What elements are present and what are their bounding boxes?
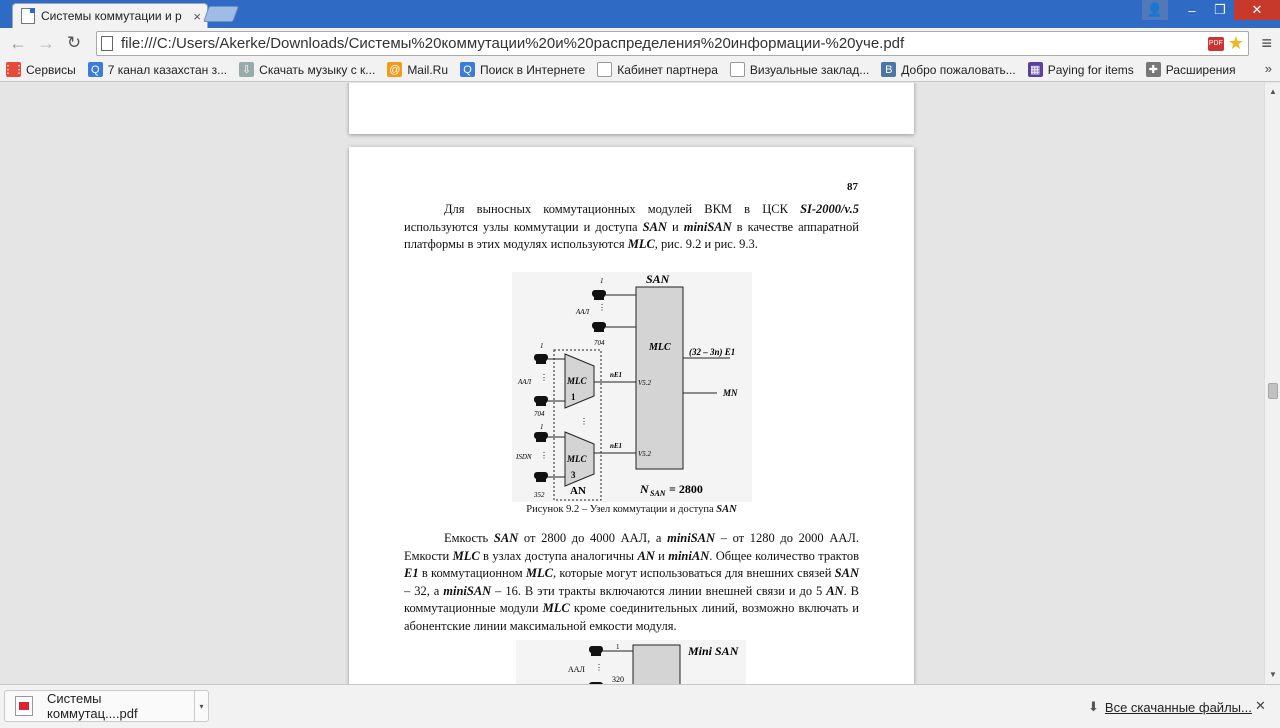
ne1-label-b: nE1 [610,442,623,450]
san-diagram-svg [512,272,752,502]
minisan-label-320: 320 [612,675,624,684]
paragraph-1 [404,201,859,254]
text-run: Для выносных коммутационных модулей ВКМ в ЦСК [444,202,801,216]
n-san-value: = 2800 [669,482,703,496]
scroll-down-arrow-icon[interactable]: ▼ [1269,670,1277,679]
url-text[interactable]: file:///C:/Users/Akerke/Downloads/Системы%20коммутации%20и%20распределения%20информации-%20уче.pdf [121,35,905,52]
emphasis-text: MLC [525,566,553,581]
figure-minisan-diagram [516,640,746,684]
back-button[interactable]: ← [9,32,27,53]
page-icon [597,62,612,77]
bookmark-label: Paying for items [1047,62,1134,77]
bookmark-item[interactable] [2,62,76,77]
label-352: 352 [534,491,545,499]
bookmarks-bar [0,58,1280,82]
emphasis-text: SAN [642,219,667,234]
text-run: кроме соединительных линий, возможно включать и абонентские линии максимальной емкости модуля. [404,601,859,633]
label-704-top: 704 [594,339,605,347]
bookmark-label: Кабинет партнера [617,62,718,77]
v52-label-b: V5.2 [638,450,652,458]
minisan-diagram-svg [516,640,746,684]
new-tab-button[interactable] [203,6,239,22]
emphasis-text: SI-2000/v.5 [800,202,859,216]
tab-title: Системы коммутации и р [41,9,182,23]
mlc1-number: 1 [571,392,576,402]
bookmark-label: Скачать музыку с к... [259,62,376,77]
bookmarks-overflow-icon[interactable]: » [1264,61,1272,76]
svg-text:⋮: ⋮ [540,451,548,460]
page-icon [730,62,745,77]
search-icon: Q [460,62,475,77]
mlc1-label: MLC [567,376,587,386]
bookmark-item[interactable] [1146,62,1236,77]
vertical-scrollbar[interactable] [1264,83,1280,684]
text-run: в коммутационном [418,566,526,581]
download-icon: ⇩ [239,62,254,77]
label-1-low: 1 [540,423,544,431]
phone-icon [534,432,548,442]
maximize-button[interactable]: ❐ [1214,2,1226,17]
browser-toolbar [0,28,1280,58]
emphasis-text: SAN [493,531,519,545]
emphasis-text: AN [826,583,844,598]
bookmark-item[interactable] [730,62,869,77]
phone-icon [592,290,606,300]
text-run: используются узлы коммутации и доступа [404,219,643,234]
emphasis-text: MLC [627,237,655,252]
emphasis-text: E1 [404,566,419,581]
scroll-up-arrow-icon[interactable]: ▲ [1269,87,1277,96]
emphasis-text: miniSAN [683,219,732,234]
mn-label: MN [723,388,738,398]
mlc3-number: 3 [571,470,576,480]
bookmark-item[interactable] [1028,62,1134,77]
aal-top-label: ААЛ [576,308,590,316]
text-run: от 2800 до 4000 ААЛ, а [518,531,668,545]
figure-caption [404,504,859,515]
close-icon[interactable]: ✕ [1255,698,1266,713]
mailru-icon: @ [389,63,401,76]
vk-icon: B [881,62,896,77]
label-704-mid: 704 [534,410,545,418]
svg-text:⋮: ⋮ [595,663,603,672]
page-icon [101,36,113,51]
san-label: SAN [646,272,670,286]
bookmark-label: Визуальные заклад... [749,62,870,77]
bookmark-label: 7 канал казахстан з... [107,62,228,77]
search-icon: Q [88,62,103,77]
text-run: , рис. 9.2 и рис. 9.3. [654,237,758,252]
pdf-page [349,147,914,684]
svg-text:⋮: ⋮ [580,417,588,426]
text-run: Емкость [444,531,494,545]
bookmark-item[interactable] [387,62,448,77]
browser-tab[interactable] [12,3,208,28]
pdf-viewer[interactable] [0,83,1264,684]
shop-icon: ▦ [1028,62,1043,77]
phone-icon [534,472,548,482]
page-number: 87 [847,181,858,193]
bookmark-label: Сервисы [26,62,76,77]
window-controls [1142,0,1280,20]
figure-san-diagram [512,272,752,502]
aal-mid-label: ААЛ [518,378,532,386]
emphasis-text: MLC [452,548,480,563]
text-run: – от 1280 до 2000 ААЛ. Емкости [404,531,859,563]
bookmark-star-icon[interactable]: ★ [1227,33,1244,53]
text-run: – 16. В эти тракты включаются линии внешней связи и до 5 [491,583,827,598]
download-file-name[interactable]: Системы коммутац....pdf [47,691,138,721]
phone-icon [589,646,603,656]
emphasis-text: MLC [542,601,570,616]
download-shelf [0,684,1280,728]
minimize-button[interactable]: – [1188,2,1196,18]
emphasis-text: SAN [716,504,737,515]
text-run: . В коммутационные модули [404,583,859,616]
svg-text:⋮: ⋮ [540,373,548,382]
san-box [636,287,683,469]
forward-button[interactable]: → [37,32,55,53]
tab-close-icon[interactable]: × [193,8,201,24]
text-run: – 32, а [404,583,444,598]
bookmark-label: Добро пожаловать... [901,62,1016,77]
paragraph-2 [404,530,859,636]
download-arrow-icon: ⬇ [1088,699,1099,714]
scrollbar-thumb[interactable] [1268,383,1278,399]
emphasis-text: AN [637,548,655,563]
bookmark-item[interactable] [239,62,375,77]
puzzle-icon: ✚ [1146,62,1161,77]
v52-label-a: V5.2 [638,379,652,387]
mlc-main-label: MLC [649,342,671,353]
text-run: Рисунок 9.2 – Узел коммутации и доступа [526,504,717,515]
mlc3-label: MLC [567,454,587,464]
emphasis-text: SAN [834,566,859,581]
emphasis-text: miniSAN [443,583,492,598]
bookmark-item[interactable] [597,62,718,77]
label-1-top: 1 [600,277,604,285]
minisan-label-1: 1 [616,643,620,651]
apps-icon: ⋮⋮ [2,64,25,76]
bookmark-item[interactable] [460,62,585,77]
minisan-box [633,645,680,684]
all-downloads-link[interactable] [1088,699,1252,715]
label-1-mid: 1 [540,342,544,350]
an-label: AN [570,485,586,497]
e1-output-label: (32 – 3n) E1 [689,347,736,357]
bookmark-label: Расширения [1165,62,1236,77]
text-run: , которые могут использоваться для внешних связей [553,566,835,581]
window-close-button[interactable]: ✕ [1234,0,1280,20]
bookmark-label: Mail.Ru [407,62,448,77]
user-profile-icon[interactable]: 👤 [1142,0,1168,20]
tab-strip [0,0,1280,28]
chrome-menu-icon[interactable]: ≡ [1261,33,1272,53]
reload-button[interactable]: ↻ [66,33,82,52]
bookmark-label: Поиск в Интернете [480,62,586,77]
address-bar[interactable] [96,31,1249,56]
minisan-aal-label: ААЛ [568,665,585,674]
text-run: в качестве аппаратной платформы в этих модулях используются [404,219,859,252]
n-san-label: N [640,482,649,496]
isdn-label: ISDN [516,453,532,461]
phone-icon [534,354,548,364]
chevron-down-icon[interactable]: ▾ [194,691,208,721]
bookmark-item[interactable] [881,62,1015,77]
minisan-title: Mini SAN [688,644,739,658]
bookmark-item[interactable] [88,62,227,77]
svg-text:⋮: ⋮ [598,303,606,312]
text-run: и [666,219,684,234]
text-run: и [654,548,669,563]
pdf-icon[interactable]: PDF [1208,37,1224,51]
previous-page [349,83,914,134]
document-icon [21,8,35,24]
phone-icon [534,396,548,406]
download-item[interactable] [4,690,209,722]
all-downloads-label[interactable]: Все скачанные файлы... [1104,699,1252,715]
ne1-label-a: nE1 [610,371,623,379]
emphasis-text: miniSAN [667,531,716,545]
n-san-subscript: SAN [650,489,666,498]
emphasis-text: miniAN [668,548,710,563]
text-run: . Общее количество трактов [709,548,859,563]
pdf-file-icon [15,696,33,716]
phone-icon [592,322,606,332]
text-run: в узлах доступа аналогичны [479,548,638,563]
